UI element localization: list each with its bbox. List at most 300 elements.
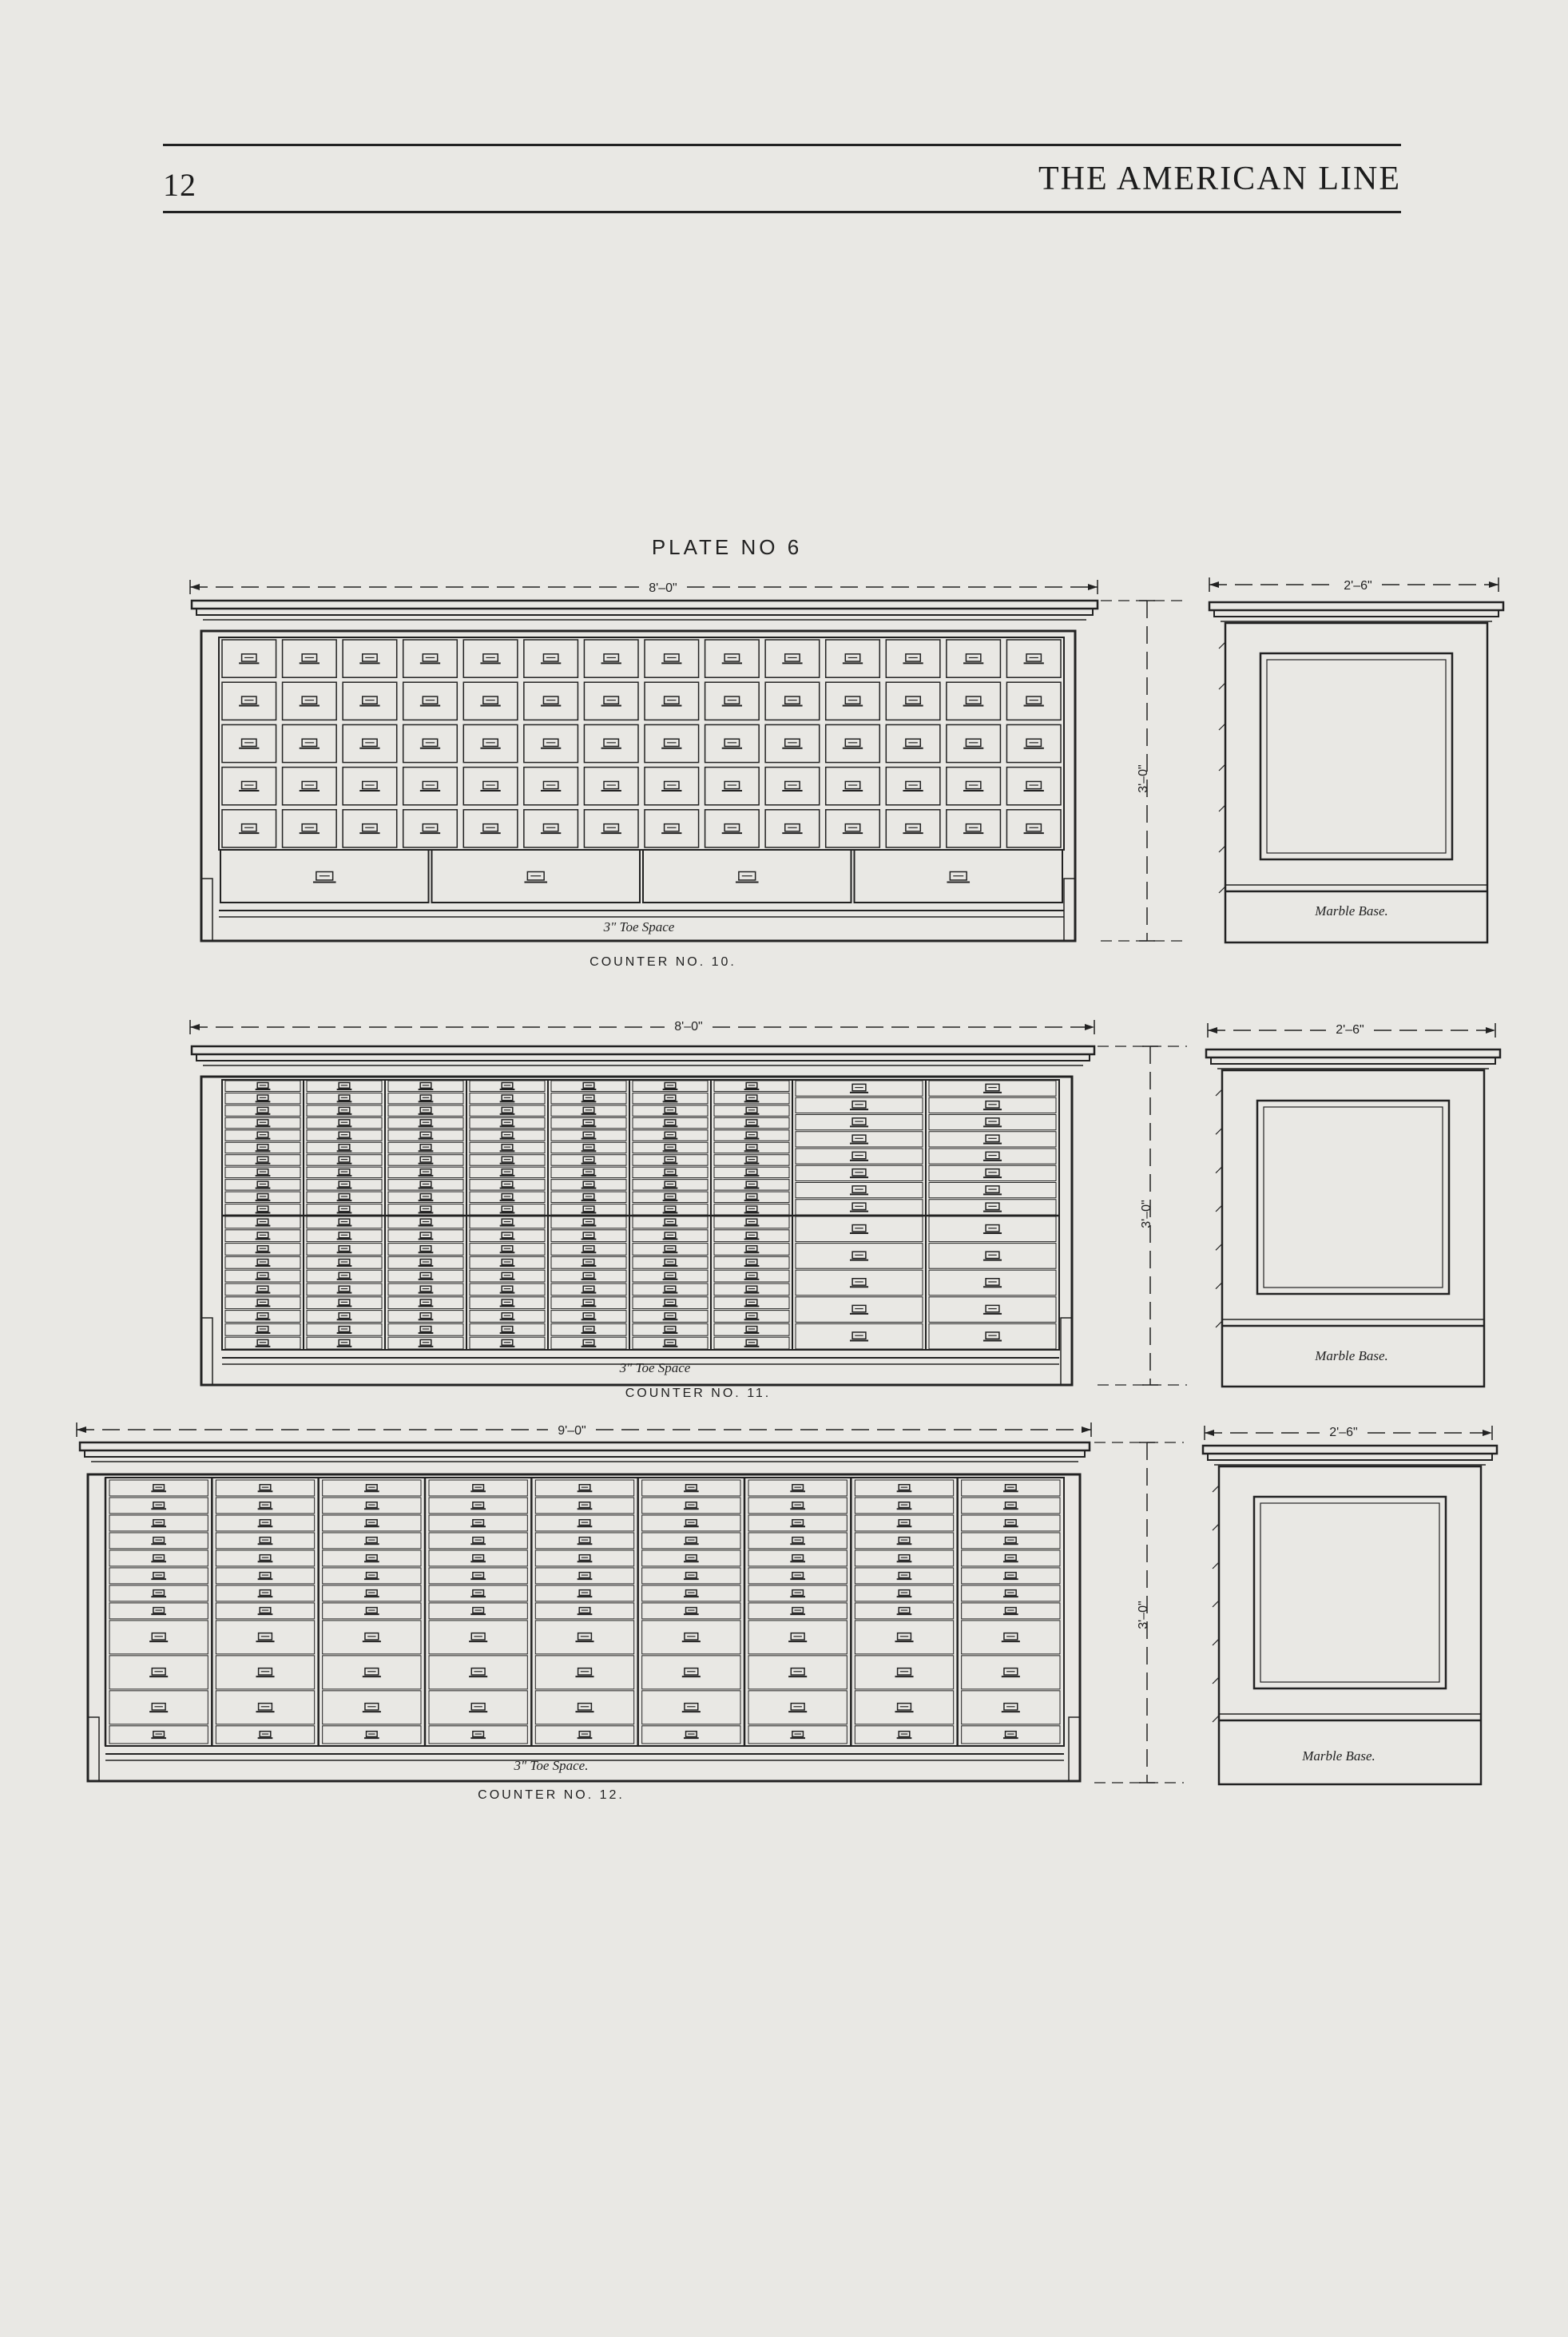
drawer bbox=[642, 1603, 740, 1619]
drawer-pull bbox=[256, 1169, 271, 1176]
drawer-pull bbox=[500, 1082, 515, 1089]
drawer bbox=[535, 1585, 633, 1601]
drawer-pull bbox=[500, 1120, 515, 1127]
drawer bbox=[323, 1498, 421, 1514]
drawer-pull bbox=[663, 1327, 678, 1334]
drawer bbox=[535, 1603, 633, 1619]
drawer-pull bbox=[601, 824, 621, 834]
drawer-pull bbox=[850, 1203, 868, 1212]
drawer-pull bbox=[419, 1194, 434, 1201]
drawer-pull bbox=[337, 1260, 352, 1267]
small-drawer bbox=[222, 640, 276, 677]
drawer-pull bbox=[470, 1573, 486, 1580]
small-drawer bbox=[765, 768, 820, 805]
drawer-pull bbox=[500, 1206, 515, 1213]
drawer-pull bbox=[1002, 1704, 1020, 1712]
drawer-pull bbox=[470, 1732, 486, 1739]
drawer-pull bbox=[903, 696, 923, 706]
drawer bbox=[429, 1498, 527, 1514]
drawer-pull bbox=[470, 1485, 486, 1492]
drawer-pull bbox=[582, 1327, 597, 1334]
drawer-pull bbox=[419, 1299, 434, 1307]
drawer-pull bbox=[480, 781, 500, 791]
drawer-pull bbox=[782, 739, 802, 748]
drawer bbox=[962, 1621, 1060, 1654]
drawer bbox=[855, 1621, 953, 1654]
drawer bbox=[216, 1480, 314, 1496]
drawer-pull bbox=[337, 1313, 352, 1320]
drawer bbox=[962, 1585, 1060, 1601]
drawer-pull bbox=[258, 1573, 273, 1580]
drawer-pull bbox=[256, 1260, 271, 1267]
cornice bbox=[1203, 1446, 1497, 1465]
drawer-pull bbox=[682, 1704, 701, 1712]
drawer-pull bbox=[661, 696, 681, 706]
drawer-pull bbox=[149, 1633, 168, 1642]
drawer bbox=[323, 1726, 421, 1744]
drawer bbox=[748, 1691, 847, 1724]
drawer-pull bbox=[337, 1132, 352, 1139]
drawer-pull bbox=[684, 1538, 699, 1545]
drawer-pull bbox=[897, 1732, 912, 1739]
drawer-pull bbox=[722, 696, 742, 706]
wide-drawer bbox=[796, 1183, 923, 1198]
drawer-pull bbox=[470, 1520, 486, 1527]
drawer bbox=[748, 1585, 847, 1601]
counter-11-caption: COUNTER NO. 11. bbox=[625, 1387, 772, 1400]
drawer-pull bbox=[541, 824, 561, 834]
drawer-pull bbox=[500, 1169, 515, 1176]
drawer-pull bbox=[983, 1225, 1002, 1234]
drawer-pull bbox=[782, 781, 802, 791]
side-cabinet bbox=[1219, 1466, 1481, 1784]
drawer-pull bbox=[601, 654, 621, 664]
drawer bbox=[855, 1603, 953, 1619]
drawer bbox=[535, 1550, 633, 1566]
small-drawer bbox=[222, 682, 276, 720]
drawer-pull bbox=[420, 824, 440, 834]
drawer bbox=[642, 1515, 740, 1531]
small-drawer bbox=[947, 810, 1001, 847]
drawer-pull bbox=[790, 1485, 805, 1492]
drawer-pull bbox=[850, 1152, 868, 1161]
drawer-pull bbox=[682, 1668, 701, 1677]
drawer-pull bbox=[469, 1633, 487, 1642]
small-drawer bbox=[283, 682, 337, 720]
drawer bbox=[429, 1603, 527, 1619]
drawer bbox=[748, 1480, 847, 1496]
drawer-pull bbox=[364, 1555, 379, 1562]
drawer-pull bbox=[256, 1272, 271, 1280]
small-drawer bbox=[524, 682, 578, 720]
cornice bbox=[1209, 602, 1503, 621]
drawer-pull bbox=[256, 1120, 271, 1127]
drawer-pull bbox=[722, 739, 742, 748]
drawer-pull bbox=[578, 1608, 593, 1615]
drawer bbox=[642, 1480, 740, 1496]
drawer-pull bbox=[850, 1252, 868, 1260]
drawer-pull bbox=[364, 1732, 379, 1739]
drawer-pull bbox=[1003, 1732, 1018, 1739]
drawer-pull bbox=[337, 1206, 352, 1213]
drawer-pull bbox=[470, 1608, 486, 1615]
drawer bbox=[962, 1498, 1060, 1514]
small-drawer bbox=[222, 724, 276, 762]
drawer bbox=[855, 1498, 953, 1514]
drawer-pull bbox=[500, 1181, 515, 1188]
drawer-pull bbox=[419, 1145, 434, 1152]
drawer-pull bbox=[790, 1732, 805, 1739]
small-drawer bbox=[947, 640, 1001, 677]
drawer-pull bbox=[744, 1219, 760, 1226]
side-panel bbox=[1257, 1101, 1449, 1294]
drawer-pull bbox=[663, 1232, 678, 1240]
drawer bbox=[109, 1480, 208, 1496]
drawer-pull bbox=[684, 1573, 699, 1580]
drawer bbox=[216, 1656, 314, 1689]
drawer-pull bbox=[722, 781, 742, 791]
small-drawer bbox=[705, 682, 760, 720]
drawer bbox=[429, 1585, 527, 1601]
drawer bbox=[748, 1603, 847, 1619]
drawer bbox=[216, 1515, 314, 1531]
cabinet-frame bbox=[201, 1077, 1072, 1385]
small-drawer bbox=[765, 682, 820, 720]
drawer bbox=[109, 1533, 208, 1549]
drawer bbox=[855, 1550, 953, 1566]
drawer-pull bbox=[983, 1169, 1002, 1178]
drawer-pull bbox=[419, 1286, 434, 1293]
drawer-pull bbox=[744, 1120, 760, 1127]
dimension-line bbox=[190, 1020, 1094, 1034]
dimension-line bbox=[190, 580, 1098, 594]
drawer bbox=[216, 1691, 314, 1724]
drawer bbox=[962, 1568, 1060, 1584]
wide-drawer bbox=[796, 1165, 923, 1180]
drawer-pull bbox=[541, 739, 561, 748]
drawer-pull bbox=[582, 1194, 597, 1201]
drawer-pull bbox=[983, 1252, 1002, 1260]
drawer bbox=[429, 1621, 527, 1654]
drawer-pull bbox=[578, 1555, 593, 1562]
drawer bbox=[748, 1550, 847, 1566]
drawer-pull bbox=[500, 1232, 515, 1240]
small-drawer bbox=[343, 810, 397, 847]
counter-11 bbox=[190, 1020, 1187, 1385]
drawer-pull bbox=[582, 1169, 597, 1176]
drawer bbox=[323, 1585, 421, 1601]
counter-11-front-width: 8'–0" bbox=[674, 1020, 703, 1034]
drawer bbox=[962, 1726, 1060, 1744]
drawer-pull bbox=[983, 1332, 1002, 1341]
drawer-pull bbox=[582, 1120, 597, 1127]
drawer-pull bbox=[419, 1120, 434, 1127]
drawer-pull bbox=[663, 1286, 678, 1293]
drawer-pull bbox=[256, 1194, 271, 1201]
drawer bbox=[748, 1498, 847, 1514]
drawer bbox=[429, 1726, 527, 1744]
drawer-pull bbox=[1003, 1608, 1018, 1615]
drawer-pull bbox=[895, 1668, 913, 1677]
drawer-pull bbox=[850, 1084, 868, 1093]
drawer-pull bbox=[337, 1082, 352, 1089]
drawer-pull bbox=[744, 1095, 760, 1102]
drawer-pull bbox=[895, 1704, 913, 1712]
drawer bbox=[109, 1603, 208, 1619]
drawer bbox=[535, 1656, 633, 1689]
drawer-pull bbox=[963, 696, 983, 706]
drawer-pull bbox=[364, 1502, 379, 1510]
drawer-pull bbox=[744, 1145, 760, 1152]
drawer-pull bbox=[258, 1555, 273, 1562]
drawer-pull bbox=[500, 1132, 515, 1139]
drawer-pull bbox=[541, 654, 561, 664]
drawer bbox=[535, 1515, 633, 1531]
wide-drawer bbox=[796, 1216, 923, 1242]
drawer bbox=[748, 1515, 847, 1531]
drawer-pull bbox=[663, 1082, 678, 1089]
counter-11-height: 3'–0" bbox=[1140, 1200, 1153, 1228]
drawer-pull bbox=[480, 824, 500, 834]
drawer-pull bbox=[790, 1502, 805, 1510]
wide-drawer bbox=[929, 1149, 1056, 1164]
counter-10-caption: COUNTER NO. 10. bbox=[589, 955, 736, 969]
drawer-pull bbox=[1003, 1538, 1018, 1545]
counter-10-marble-base: Marble Base. bbox=[1315, 903, 1388, 919]
drawer-pull bbox=[256, 1633, 274, 1642]
drawer-pull bbox=[419, 1313, 434, 1320]
drawer bbox=[855, 1533, 953, 1549]
plate-title: PLATE NO 6 bbox=[651, 535, 803, 559]
drawer-pull bbox=[744, 1327, 760, 1334]
cornice bbox=[80, 1442, 1090, 1462]
drawer bbox=[109, 1691, 208, 1724]
drawer-pull bbox=[419, 1095, 434, 1102]
drawer bbox=[216, 1533, 314, 1549]
drawer-pull bbox=[256, 1107, 271, 1114]
drawer-pull bbox=[1003, 1502, 1018, 1510]
drawer-pull bbox=[782, 654, 802, 664]
small-drawer bbox=[283, 724, 337, 762]
drawer-pull bbox=[419, 1339, 434, 1347]
drawer-pull bbox=[744, 1272, 760, 1280]
small-drawer bbox=[403, 810, 458, 847]
drawer-pull bbox=[661, 739, 681, 748]
drawer-pull bbox=[337, 1232, 352, 1240]
drawer bbox=[429, 1515, 527, 1531]
drawer bbox=[109, 1585, 208, 1601]
counter-10 bbox=[190, 580, 1182, 941]
drawer bbox=[642, 1585, 740, 1601]
running-title: THE AMERICAN LINE bbox=[1038, 161, 1401, 197]
small-drawer bbox=[524, 724, 578, 762]
drawer-pull bbox=[897, 1555, 912, 1562]
base-ornament-right bbox=[1069, 1717, 1080, 1781]
counter-10-front-width: 8'–0" bbox=[649, 581, 677, 595]
drawer-pull bbox=[661, 781, 681, 791]
drawer-pull bbox=[684, 1732, 699, 1739]
drawer-pull bbox=[1024, 696, 1044, 706]
drawer-pull bbox=[480, 654, 500, 664]
drawer-pull bbox=[983, 1186, 1002, 1195]
drawer-bank bbox=[105, 1478, 1064, 1746]
drawer-pull bbox=[149, 1704, 168, 1712]
drawer-pull bbox=[151, 1608, 166, 1615]
drawer-pull bbox=[363, 1704, 381, 1712]
drawer-pull bbox=[500, 1219, 515, 1226]
drawer bbox=[109, 1515, 208, 1531]
drawer-pull bbox=[903, 824, 923, 834]
drawer-pull bbox=[790, 1573, 805, 1580]
wide-drawer bbox=[796, 1244, 923, 1269]
drawer-pull bbox=[419, 1157, 434, 1164]
drawer-pull bbox=[256, 1095, 271, 1102]
wide-drawer bbox=[796, 1115, 923, 1130]
drawer bbox=[962, 1480, 1060, 1496]
drawer bbox=[109, 1621, 208, 1654]
drawer-pull bbox=[420, 696, 440, 706]
drawer-pull bbox=[744, 1286, 760, 1293]
side-cabinet bbox=[1222, 1070, 1484, 1387]
drawer bbox=[323, 1550, 421, 1566]
small-drawer bbox=[584, 810, 638, 847]
drawer-pull bbox=[151, 1520, 166, 1527]
drawer-pull bbox=[151, 1485, 166, 1492]
drawer bbox=[962, 1656, 1060, 1689]
drawer-pull bbox=[258, 1608, 273, 1615]
drawer-pull bbox=[500, 1272, 515, 1280]
small-drawer bbox=[1006, 724, 1061, 762]
drawer bbox=[855, 1515, 953, 1531]
drawer-pull bbox=[151, 1590, 166, 1597]
counter-10-toe-space: 3" Toe Space bbox=[603, 919, 675, 934]
drawer-pull bbox=[359, 654, 379, 664]
small-drawer bbox=[403, 724, 458, 762]
drawer bbox=[962, 1691, 1060, 1724]
side-panel-inner bbox=[1264, 1107, 1443, 1288]
small-drawer bbox=[645, 724, 699, 762]
drawer-pull bbox=[470, 1538, 486, 1545]
drawer-pull bbox=[850, 1305, 868, 1314]
drawer bbox=[429, 1533, 527, 1549]
drawer-pull bbox=[258, 1538, 273, 1545]
drawer bbox=[109, 1498, 208, 1514]
drawer-pull bbox=[337, 1095, 352, 1102]
drawer-pull bbox=[480, 696, 500, 706]
drawer-pull bbox=[897, 1520, 912, 1527]
drawer-pull bbox=[788, 1704, 807, 1712]
side-panel bbox=[1260, 653, 1452, 859]
drawer bbox=[323, 1568, 421, 1584]
drawer-pull bbox=[337, 1219, 352, 1226]
drawer-pull bbox=[684, 1485, 699, 1492]
drawer bbox=[323, 1656, 421, 1689]
small-drawer bbox=[645, 768, 699, 805]
drawer-pull bbox=[239, 824, 259, 834]
small-drawer bbox=[705, 810, 760, 847]
drawer bbox=[642, 1533, 740, 1549]
drawer-pull bbox=[947, 872, 970, 883]
drawer-pull bbox=[983, 1101, 1002, 1110]
drawer-pull bbox=[983, 1305, 1002, 1314]
drawer bbox=[109, 1726, 208, 1744]
small-drawer bbox=[826, 640, 880, 677]
small-drawer bbox=[343, 724, 397, 762]
drawer-pull bbox=[420, 781, 440, 791]
drawer-pull bbox=[469, 1668, 487, 1677]
drawer-pull bbox=[500, 1157, 515, 1164]
drawer-pull bbox=[582, 1132, 597, 1139]
counter-10-height: 3'–0" bbox=[1137, 764, 1150, 793]
drawer-pull bbox=[903, 781, 923, 791]
drawer-pull bbox=[151, 1732, 166, 1739]
drawer-pull bbox=[337, 1327, 352, 1334]
drawer-pull bbox=[363, 1633, 381, 1642]
small-drawer bbox=[886, 810, 940, 847]
small-drawer bbox=[1006, 810, 1061, 847]
drawer-pull bbox=[419, 1246, 434, 1253]
drawer-pull bbox=[1024, 739, 1044, 748]
drawer-pull bbox=[149, 1668, 168, 1677]
drawer-pull bbox=[582, 1157, 597, 1164]
drawer bbox=[429, 1568, 527, 1584]
wide-drawer bbox=[796, 1149, 923, 1164]
drawer-pull bbox=[500, 1095, 515, 1102]
drawer-pull bbox=[239, 654, 259, 664]
drawer-pull bbox=[541, 781, 561, 791]
drawer-pull bbox=[500, 1145, 515, 1152]
drawer-pull bbox=[300, 739, 320, 748]
drawer-pull bbox=[419, 1107, 434, 1114]
drawer bbox=[535, 1621, 633, 1654]
small-drawer bbox=[886, 640, 940, 677]
drawer-pull bbox=[258, 1502, 273, 1510]
drawer-pull bbox=[850, 1332, 868, 1341]
drawer-pull bbox=[1024, 781, 1044, 791]
drawer bbox=[642, 1498, 740, 1514]
wide-drawer bbox=[929, 1323, 1056, 1349]
drawer-pull bbox=[256, 1082, 271, 1089]
wide-drawer bbox=[929, 1183, 1056, 1198]
drawer bbox=[216, 1550, 314, 1566]
small-drawer bbox=[343, 768, 397, 805]
drawer-pull bbox=[601, 781, 621, 791]
small-drawer bbox=[584, 640, 638, 677]
drawer-pull bbox=[1003, 1485, 1018, 1492]
drawer-pull bbox=[850, 1279, 868, 1288]
drawer-pull bbox=[419, 1132, 434, 1139]
drawer-pull bbox=[843, 696, 863, 706]
side-panel-inner bbox=[1267, 660, 1446, 853]
drawer bbox=[323, 1515, 421, 1531]
drawer-pull bbox=[500, 1313, 515, 1320]
drawer-pull bbox=[578, 1520, 593, 1527]
drawer-pull bbox=[419, 1260, 434, 1267]
drawer-pull bbox=[575, 1668, 593, 1677]
drawer-pull bbox=[419, 1206, 434, 1213]
drawer-pull bbox=[359, 824, 379, 834]
drawer-pull bbox=[744, 1299, 760, 1307]
drawer bbox=[642, 1726, 740, 1744]
drawer-pull bbox=[663, 1206, 678, 1213]
wide-drawer bbox=[929, 1165, 1056, 1180]
small-drawer bbox=[463, 682, 518, 720]
drawer-pull bbox=[782, 696, 802, 706]
drawer-pull bbox=[256, 1132, 271, 1139]
wide-drawer bbox=[796, 1081, 923, 1096]
drawer-pull bbox=[582, 1299, 597, 1307]
drawer-pull bbox=[897, 1502, 912, 1510]
